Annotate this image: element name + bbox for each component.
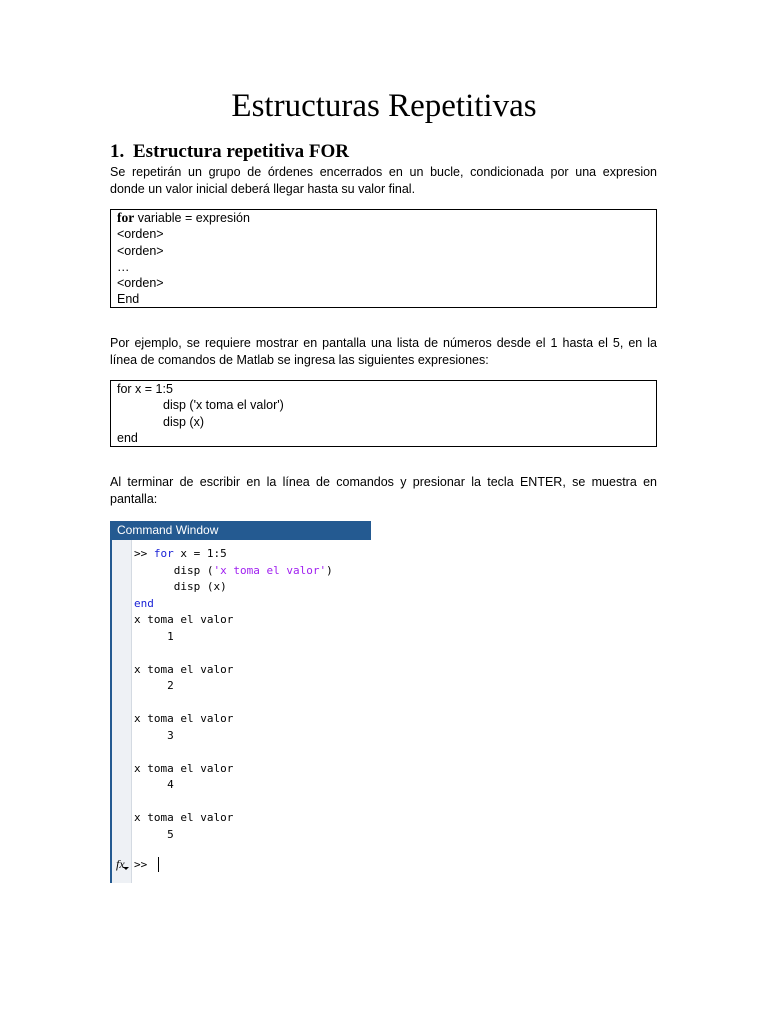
text-cursor	[158, 857, 159, 872]
example-code-line: disp (x)	[163, 414, 204, 429]
cw-output-label: x toma el valor	[134, 662, 234, 676]
cw-output-label: x toma el valor	[134, 761, 234, 775]
cw-line: >> for x = 1:5	[134, 547, 227, 560]
intro-paragraph	[110, 164, 657, 198]
cw-output-value: 5	[167, 827, 174, 841]
command-window-screenshot	[110, 521, 371, 883]
example-line-2: línea de comandos de Matlab se ingresa las siguientes expresiones:	[110, 353, 489, 367]
document-title: Estructuras Repetitivas	[231, 88, 537, 124]
cw-output-value: 1	[167, 629, 174, 643]
cw-output-label: x toma el valor	[134, 613, 234, 626]
cw-end-keyword: end	[134, 596, 154, 610]
syntax-line: …	[117, 259, 130, 274]
cw-output-value: 3	[167, 728, 174, 742]
command-window-title: Command Window	[110, 521, 371, 540]
syntax-line: End	[117, 292, 140, 307]
syntax-box	[110, 209, 657, 308]
command-window-output	[134, 546, 333, 843]
fx-icon: fx	[116, 857, 125, 871]
fx-dropdown-icon	[123, 867, 129, 870]
command-window-gutter	[112, 540, 132, 883]
syntax-line: <orden>	[117, 276, 164, 291]
section-heading	[110, 141, 349, 163]
cw-line: disp ('x toma el valor')	[173, 563, 333, 577]
intro-line-1: Se repetirán un grupo de órdenes encerrados en un bucle, condicionada por una expresion	[110, 165, 657, 179]
example-line-1: Por ejemplo, se requiere mostrar en pantalla una lista de números desde el 1 hasta el 5, en la	[110, 336, 657, 350]
example-code-line: end	[117, 430, 138, 445]
example-code-line: disp ('x toma el valor')	[163, 398, 284, 413]
example-code-line: for x = 1:5	[117, 382, 173, 396]
syntax-line: <orden>	[117, 227, 164, 242]
result-line-1: Al terminar de escribir en la línea de comandos y presionar la tecla ENTER, se muestra en	[110, 475, 657, 489]
section-number: 1.	[110, 141, 125, 162]
cw-output-label: x toma el valor	[134, 712, 234, 725]
syntax-line: <orden>	[117, 243, 164, 258]
cw-line: disp (x)	[173, 580, 227, 593]
section-heading-text: Estructura repetitiva FOR	[133, 141, 349, 162]
cw-output-value: 4	[167, 778, 174, 791]
example-paragraph	[110, 335, 657, 369]
syntax-for-rest: variable = expresión	[134, 211, 250, 225]
result-line-2: pantalla:	[110, 492, 158, 506]
result-paragraph	[110, 474, 657, 508]
syntax-line-for	[117, 210, 650, 226]
cw-output-value: 2	[167, 679, 174, 692]
intro-line-2: donde un valor inicial deberá llegar hasta su valor final.	[110, 182, 416, 196]
cw-output-label: x toma el valor	[134, 811, 234, 824]
command-prompt: >>	[134, 858, 148, 871]
example-code-box	[110, 380, 657, 447]
for-keyword: for	[117, 210, 135, 225]
